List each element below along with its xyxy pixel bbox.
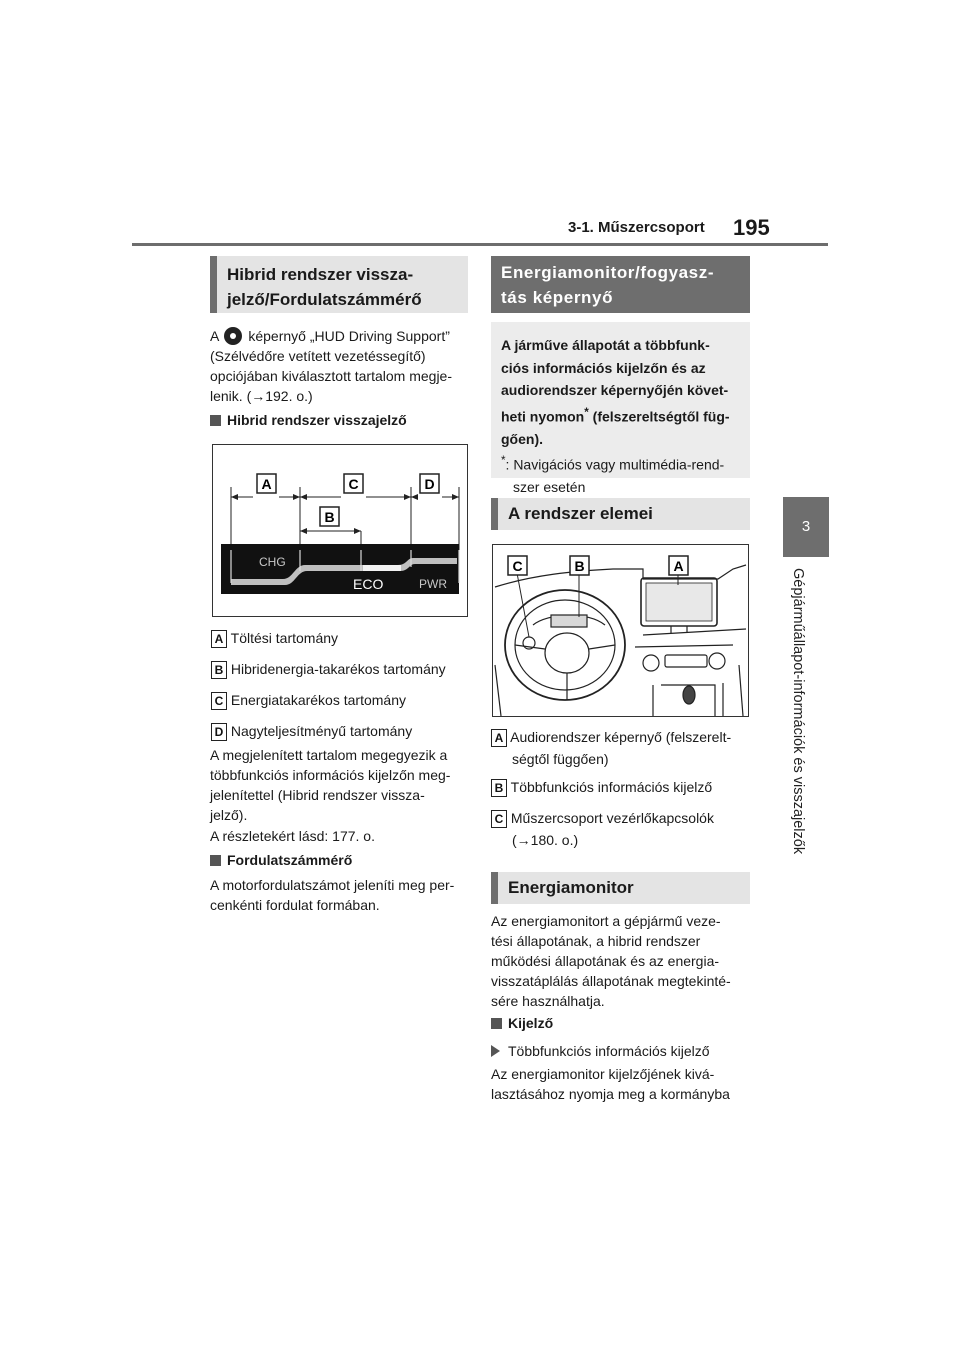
gear-icon bbox=[224, 327, 242, 345]
text-line: többfunkciós információs kijelzőn meg- bbox=[210, 767, 451, 783]
text-line: működési állapotának és az energia- bbox=[491, 953, 720, 969]
legend-text: ségtől függően) bbox=[512, 751, 609, 767]
hybrid-indicator-figure bbox=[213, 445, 467, 616]
bullet-mid bbox=[491, 1041, 710, 1061]
legend-text: Energiatakarékos tartomány bbox=[230, 692, 406, 708]
diagram-label-a: A bbox=[261, 476, 272, 492]
legend-text: (→180. o.) bbox=[512, 832, 579, 848]
legend-key: B bbox=[211, 661, 227, 679]
legend-text: Hibridenergia-takarékos tartomány bbox=[230, 661, 446, 677]
legend-key: B bbox=[491, 779, 507, 797]
subheading-tachometer bbox=[210, 852, 352, 868]
footnote-star: * bbox=[501, 454, 506, 468]
legend-key: A bbox=[491, 729, 507, 747]
text-line: lasztásához nyomja meg a kormányba bbox=[491, 1086, 730, 1102]
heading-line: Hibrid rendszer vissza- bbox=[227, 265, 414, 284]
paragraph-tachometer bbox=[210, 875, 475, 915]
text-line: tési állapotának, a hibrid rendszer bbox=[491, 933, 701, 949]
text-line: A megjelenített tartalom megegyezik a bbox=[210, 747, 448, 763]
triangle-bullet-icon bbox=[491, 1045, 500, 1057]
square-bullet-icon bbox=[491, 1018, 502, 1029]
box-line: A járműve állapotát a többfunk- bbox=[501, 337, 710, 353]
paragraph-select-display bbox=[491, 1064, 761, 1104]
paragraph-energy-monitor bbox=[491, 911, 761, 1011]
subheading-text: Hibrid rendszer visszajelző bbox=[227, 412, 407, 428]
text-line: cenkénti fordulat formában. bbox=[210, 897, 380, 913]
heading-system-components: A rendszer elemei bbox=[491, 498, 750, 530]
intro-line: opciójában kiválasztott tartalom megje- bbox=[210, 368, 453, 384]
cockpit-figure bbox=[493, 545, 748, 716]
square-bullet-icon bbox=[210, 855, 221, 866]
bullet-text: Többfunkciós információs kijelző bbox=[508, 1043, 710, 1059]
box-line: heti nyomon bbox=[501, 408, 585, 425]
legend-text: Audiorendszer képernyő (felszerelt- bbox=[510, 729, 732, 745]
legend-text: Nagyteljesítményű tartomány bbox=[230, 723, 413, 739]
intro-line: (Szélvédőre vetített vezetéssegítő) bbox=[210, 348, 426, 364]
legend-key: C bbox=[211, 692, 227, 710]
legend-item-a-right bbox=[491, 727, 756, 769]
footnote-star: * bbox=[584, 405, 589, 419]
text-line: sére használhatja. bbox=[491, 993, 605, 1009]
page-number: 195 bbox=[733, 215, 770, 240]
heading-energy-monitor: Energiamonitor bbox=[491, 872, 750, 904]
text-line: Az energiamonitort a gépjármű veze- bbox=[491, 913, 721, 929]
diagram-label-d: D bbox=[424, 476, 435, 492]
paragraph-content-same bbox=[210, 745, 475, 825]
text-line: jelző). bbox=[210, 807, 248, 823]
text-line: Az energiamonitor kijelzőjének kivá- bbox=[491, 1066, 715, 1082]
chapter-title-vertical: Gépjárműállapot-információk és visszajelzők bbox=[790, 568, 806, 855]
legend-text: Töltési tartomány bbox=[230, 630, 339, 646]
subheading-text: Fordulatszámmérő bbox=[227, 852, 353, 868]
legend-item-a bbox=[211, 628, 338, 648]
legend-text: Többfunkciós információs kijelző bbox=[510, 779, 713, 795]
heading-energy-monitor-screen bbox=[491, 256, 750, 313]
legend-item-b-right bbox=[491, 777, 756, 797]
gauge-pwr: PWR bbox=[419, 577, 447, 591]
heading-line: Energiamonitor/fogyasz- bbox=[501, 263, 715, 282]
intro-text: A bbox=[210, 328, 219, 344]
heading-line: tás képernyő bbox=[501, 288, 614, 307]
hybrid-indicator-diagram bbox=[212, 444, 468, 617]
cockpit-diagram bbox=[492, 544, 749, 717]
diagram-label-c: C bbox=[348, 476, 359, 492]
legend-item-c bbox=[211, 690, 406, 710]
footnote-text: : Navigációs vagy multimédia-rend- bbox=[505, 456, 725, 473]
section-title: 3-1. Műszercsoport bbox=[568, 219, 705, 236]
intro-line: lenik. (→192. o.) bbox=[210, 388, 313, 404]
box-line: ciós információs kijelzőn és az bbox=[501, 359, 706, 376]
square-bullet-icon bbox=[210, 415, 221, 426]
subheading-text: Kijelző bbox=[508, 1015, 554, 1031]
intro-text: képernyő „HUD Driving Support” bbox=[248, 328, 450, 344]
legend-text: Műszercsoport vezérlőkapcsolók bbox=[510, 810, 714, 826]
cockpit-label-b: B bbox=[574, 558, 585, 574]
subheading-display bbox=[491, 1015, 553, 1031]
intro-paragraph bbox=[210, 326, 470, 406]
box-line: (felszereltségtől füg- bbox=[588, 408, 730, 425]
header-rule bbox=[132, 243, 828, 246]
chapter-tab: 3 bbox=[783, 497, 829, 557]
box-line: audiorendszer képernyőjén követ- bbox=[501, 382, 729, 398]
heading-line: jelző/Fordulatszámmérő bbox=[227, 290, 422, 309]
footnote-text: szer esetén bbox=[513, 479, 586, 496]
info-box bbox=[491, 322, 750, 496]
legend-key: C bbox=[491, 810, 507, 828]
box-line: gően). bbox=[501, 430, 543, 447]
legend-item-d bbox=[211, 721, 412, 741]
diagram-label-b: B bbox=[324, 509, 335, 525]
legend-key: A bbox=[211, 630, 227, 648]
cockpit-label-a: A bbox=[673, 558, 684, 574]
subheading-hybrid-indicator bbox=[210, 412, 407, 428]
text-line: jelenítettel (Hibrid rendszer vissza- bbox=[210, 787, 425, 803]
cockpit-label-c: C bbox=[512, 558, 523, 574]
gauge-eco: ECO bbox=[353, 576, 384, 592]
legend-item-b bbox=[211, 659, 446, 679]
text-line: visszatáplálás állapotának megtekinté- bbox=[491, 973, 731, 989]
paragraph-details-ref: A részletekért lásd: 177. o. bbox=[210, 828, 375, 844]
legend-item-c-right bbox=[491, 808, 756, 850]
legend-key: D bbox=[211, 723, 227, 741]
gauge-chg: CHG bbox=[259, 555, 286, 569]
heading-hybrid-indicator bbox=[210, 256, 468, 313]
text-line: A motorfordulatszámot jeleníti meg per- bbox=[210, 877, 455, 893]
